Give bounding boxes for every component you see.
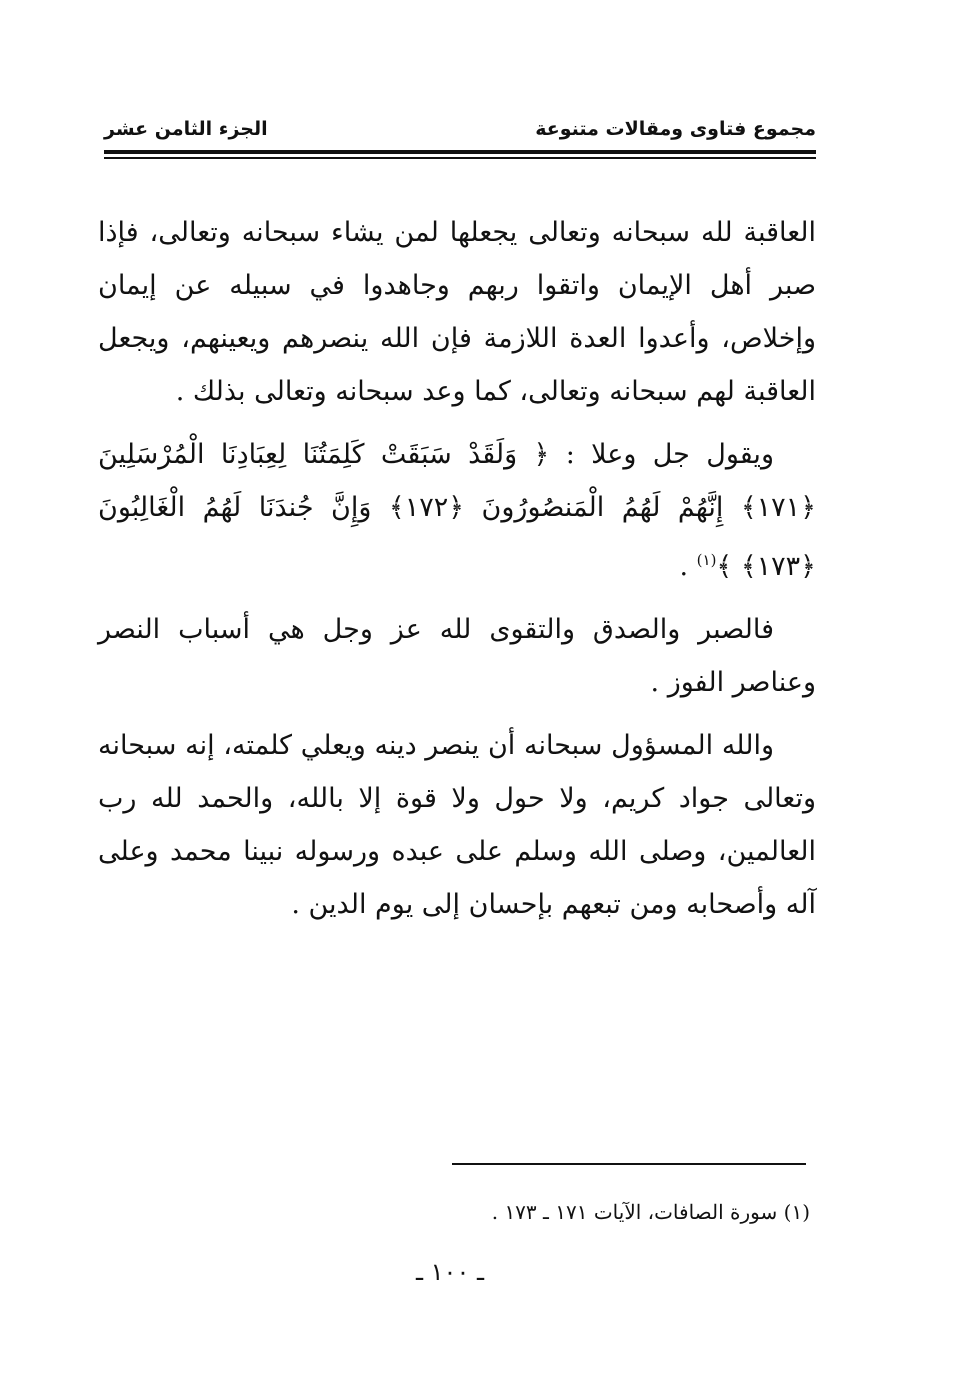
paragraph-2 (98, 428, 816, 593)
page-header (104, 118, 816, 148)
paragraph-1: العاقبة لله سبحانه وتعالى يجعلها لمن يشاء سبحانه وتعالى، فإذا صبر أهل الإيمان واتقوا ربهم وجاهدوا في سبيله عن إيمان وإخلاص، وأعدوا العدة اللازمة فإن الله ينصرهم ويعينهم، ويجعل العاقبة لهم سبحانه وتعالى، كما وعد سبحانه وتعالى بذلك . (98, 217, 816, 407)
page-number: ـ ١٠٠ ـ (415, 1258, 484, 1286)
header-rule-thin (104, 157, 816, 159)
quote-intro: ويقول جل وعلا : (549, 439, 774, 470)
verse-end: . (679, 551, 697, 582)
header-rule-thick (104, 150, 816, 154)
paragraph-4: والله المسؤول سبحانه أن ينصر دينه ويعلي كلمته، إنه سبحانه وتعالى جواد كريم، ولا حول ولا قوة إلا بالله، والحمد لله رب العالمين، وصلى الله وسلم على عبده ورسوله نبينا محمد وعلى آله وأصحابه ومن تبعهم بإحسان إلى يوم الدين . (98, 730, 816, 920)
footnote (300, 1200, 810, 1224)
footnote-reference: (١) (696, 551, 717, 569)
quran-verse: ﴿ وَلَقَدْ سَبَقَتْ كَلِمَتُنَا لِعِبَادِنَا الْمُرْسَلِينَ ﴿١٧١﴾ إِنَّهُمْ لَهُمُ الْمَنصُورُونَ ﴿١٧٢﴾ وَإِنَّ جُندَنَا لَهُمُ الْغَالِبُونَ ﴿١٧٣﴾ ﴾ (98, 439, 817, 582)
footnote-separator (452, 1163, 806, 1165)
main-text (98, 206, 816, 941)
volume-label: الجزء الثامن عشر (104, 118, 268, 140)
footnote-marker: (١) (783, 1200, 810, 1224)
paragraph-3: فالصبر والصدق والتقوى لله عز وجل هي أسباب النصر وعناصر الفوز . (98, 614, 816, 698)
book-title: مجموع فتاوى ومقالات متنوعة (535, 118, 816, 140)
footnote-text: سورة الصافات، الآيات ١٧١ ـ ١٧٣ . (491, 1200, 778, 1224)
